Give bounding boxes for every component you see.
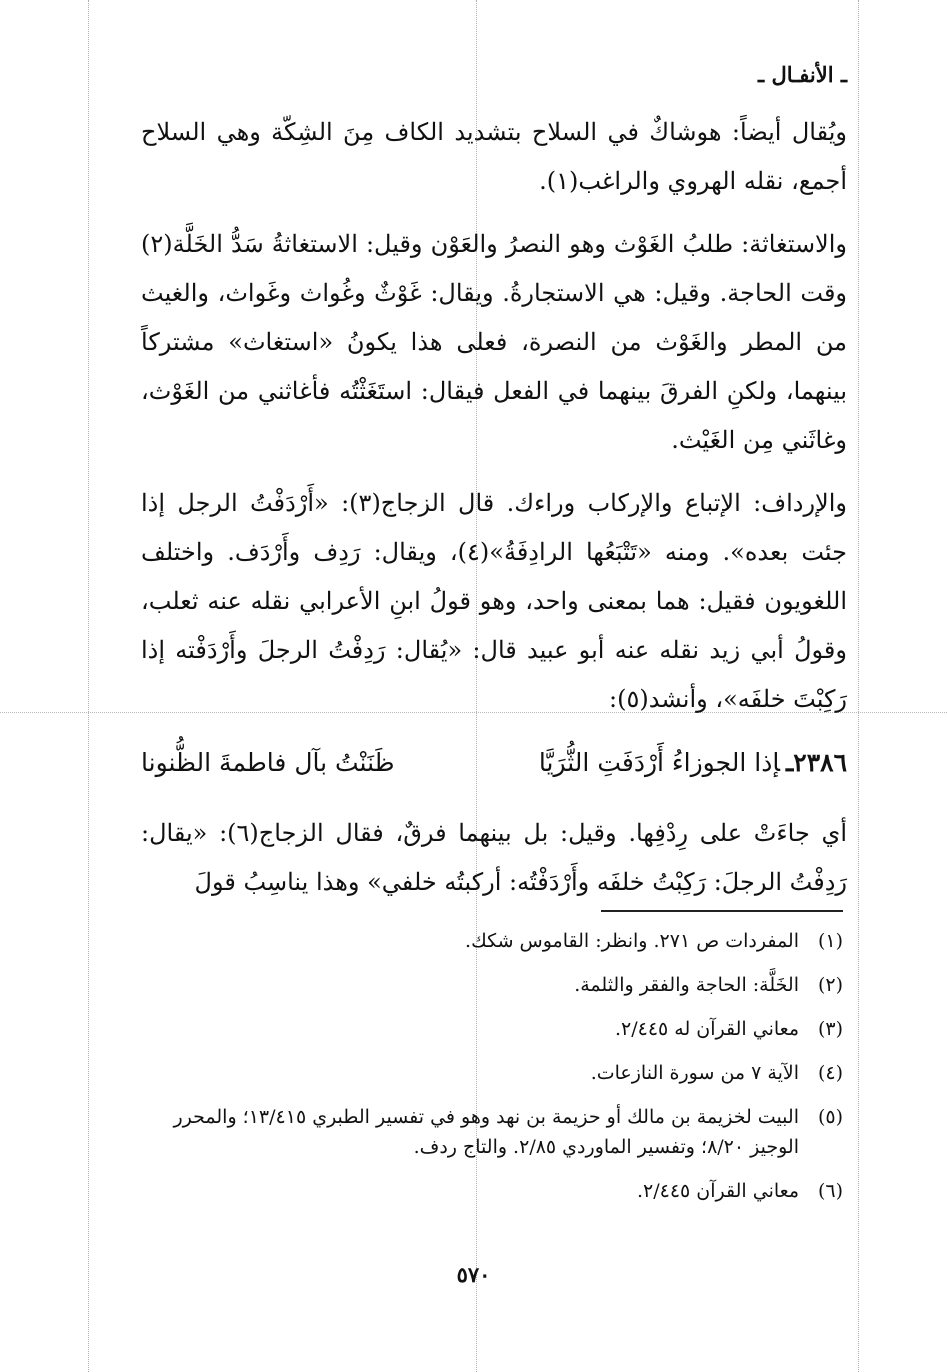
footnote-text: المفردات ص ٢٧١. وانظر: القاموس شكك. xyxy=(465,930,799,952)
verse-first-half-text: إذا الجوزاءُ أَرْدَفَتِ الثُّرَيَّا xyxy=(538,748,780,777)
footnote-number: (١) xyxy=(817,930,843,952)
paragraph-3: والإرداف: الإتباع والإركاب وراءك. قال الزجاج(٣): «أَرْدَفْتُ الرجل إذا جئت بعده». ومنه «تَتْبَعُها الرادِفَةُ»(٤)، ويقال: رَدِف وأَرْدَف. واختلف اللغويون فقيل: هما بمعنى واحد، وهو قولُ ابنِ الأعرابي نقله عنه ثعلب، وقولُ أبي زيد نقله عنه أبو عبيد قال: «يُقال: رَدِفْتُ الرجلَ وأَرْدَفْته إذا رَكِبْتَ خلفَه»، وأنشد(٥): xyxy=(141,489,848,713)
footnote-text: معاني القرآن ٢/٤٤٥. xyxy=(636,1180,799,1202)
poem-verse xyxy=(141,738,847,787)
main-text xyxy=(141,108,847,921)
paragraph-1: ويُقال أيضاً: هوشاكٌ في السلاح بتشديد الكاف مِنَ الشِكّة وهي السلاح أجمع، نقله الهروي والراغب(١). xyxy=(141,118,847,195)
verse-first-half xyxy=(539,738,847,787)
paragraph-4: أي جاءَتْ على رِدْفِها. وقيل: بل بينهما فرقٌ، فقال الزجاج(٦): «يقال: رَدِفْتُ الرجلَ: رَكِبْتُ خلفَه وأَرْدَفْتُه: أركبتُه خلفي» وهذا يناسِبُ قولَ xyxy=(141,819,848,896)
footnote-number: (٢) xyxy=(817,974,843,996)
guide-line-left xyxy=(88,0,89,1372)
footnote-6 xyxy=(141,1176,843,1206)
footnote-separator xyxy=(601,910,843,912)
footnote-3 xyxy=(141,1014,843,1044)
footnotes xyxy=(141,926,843,1220)
page-number: ٥٧٠ xyxy=(456,1262,491,1287)
footnote-number: (٥) xyxy=(817,1106,843,1128)
footnote-text: الآية ٧ من سورة النازعات. xyxy=(590,1062,799,1084)
guide-line-right xyxy=(858,0,859,1372)
verse-second-half: ظَنَنْتُ بآل فاطمةَ الظُّنونا xyxy=(141,748,395,777)
footnote-number: (٤) xyxy=(817,1062,843,1084)
verse-number: ٢٣٨٦ـ xyxy=(785,748,847,777)
footnote-text: معاني القرآن له ٢/٤٤٥. xyxy=(614,1018,799,1040)
footnote-number: (٦) xyxy=(817,1180,843,1202)
running-header: ـ الأنفـال ـ xyxy=(757,62,847,87)
paragraph-2: والاستغاثة: طلبُ الغَوْث وهو النصرُ والعَوْن وقيل: الاستغاثةُ سَدُّ الخَلَّة(٢) وقت الحاجة. وقيل: هي الاستجارةُ. ويقال: غَوْثٌ وغُواث وغَواث، والغيث من المطر والغَوْث من النصرة، فعلى هذا يكونُ «استغاث» مشتركاً بينهما، ولكنِ الفرقَ بينهما في الفعل فيقال: استَغَثْتُه فأغاثني من الغَوْث، وغاثَني مِن الغَيْث. xyxy=(141,230,848,454)
footnote-number: (٣) xyxy=(817,1018,843,1040)
footnote-4 xyxy=(141,1058,843,1088)
footnote-1 xyxy=(141,926,843,956)
footnote-2 xyxy=(141,970,843,1000)
footnote-text: البيت لخزيمة بن مالك أو حزيمة بن نهد وهو في تفسير الطبري ١٣/٤١٥؛ والمحرر الوجيز ٨/٢٠؛ وتفسير الماوردي ٢/٨٥. والتاج ردف. xyxy=(173,1106,799,1158)
footnote-text: الخَلَّة: الحاجة والفقر والثلمة. xyxy=(574,974,799,996)
footnote-5 xyxy=(141,1102,843,1162)
